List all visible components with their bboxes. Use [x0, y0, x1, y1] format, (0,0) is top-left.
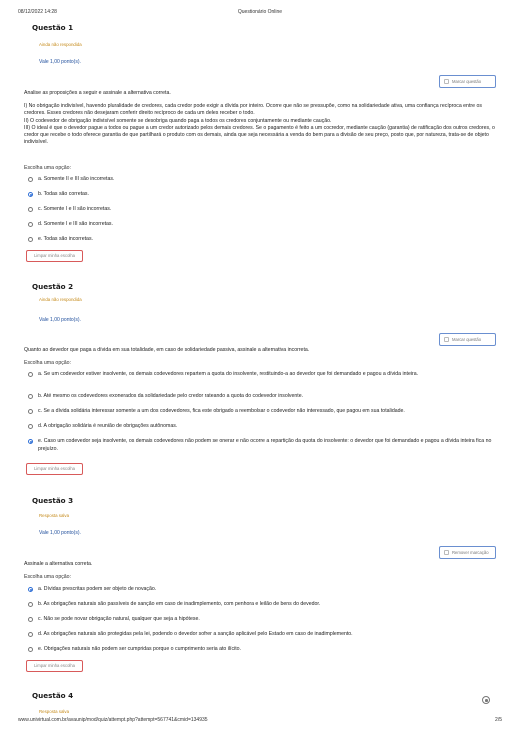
flag-question-label: Remover marcação	[452, 550, 489, 555]
option-label: e. Todas são incorretas.	[38, 236, 93, 242]
option-c[interactable]	[28, 206, 494, 214]
radio-button[interactable]	[28, 409, 33, 414]
radio-button[interactable]	[28, 177, 33, 182]
option-label: d. Somente I e III são incorretas.	[38, 221, 113, 227]
option-label: a. Se um codevedor estiver insolvente, os demais codevedores repartem a quota do insolvente, restituindo-a ao devedor que foi demandado e pagou a dívida inteira.	[38, 371, 419, 377]
radio-button[interactable]	[28, 617, 33, 622]
question-title: Questão 4	[32, 691, 74, 700]
option-c[interactable]	[28, 616, 494, 624]
question-text-line: II) O codevedor de obrigação indivisível somente se desobriga quando paga a todos os credores conjuntamente ou mediante caução.	[24, 117, 332, 124]
question-1	[24, 20, 496, 265]
radio-button[interactable]	[28, 647, 33, 652]
scroll-top-icon[interactable]	[482, 696, 490, 704]
question-status: Resposta salva	[39, 513, 70, 518]
unflag-question-button[interactable]	[439, 546, 496, 559]
radio-button[interactable]	[28, 394, 33, 399]
question-points: Vale 1,00 ponto(s).	[39, 317, 81, 323]
question-3	[24, 493, 496, 678]
radio-button[interactable]	[28, 372, 33, 377]
radio-button[interactable]	[28, 632, 33, 637]
radio-button[interactable]	[28, 237, 33, 242]
radio-button[interactable]	[28, 424, 33, 429]
flag-question-button[interactable]	[439, 75, 496, 88]
option-e[interactable]	[28, 236, 494, 244]
question-text-line: I) No obrigação indivisível, havendo pluralidade de credores, cada credor pode exigir a dívida por inteiro. Ocorre que não se pressupõe, como na solidariedade ativa, uma confiança recíproca entre os credores. Esses credores não desejaram conferir direito recíproco de cada um deles receber o todo.	[24, 103, 482, 117]
question-status: Resposta salva	[39, 709, 70, 714]
option-a[interactable]	[28, 176, 494, 184]
option-label: e. Caso um codevedor seja insolvente, os demais codevedores não podem se onerar e não ocorre a repartição da quota do insolvente: o devedor que foi demandado e pagou a dívida inteira fica no prejuízo.	[38, 438, 492, 452]
clear-choice-button[interactable]: Limpar minha escolha	[26, 660, 83, 672]
option-a[interactable]	[28, 371, 494, 379]
question-title: Questão 2	[32, 282, 74, 291]
question-points: Vale 1,00 ponto(s).	[39, 59, 81, 65]
option-d[interactable]	[28, 221, 494, 229]
print-page-number: 2/5	[495, 717, 502, 723]
flag-icon	[444, 79, 449, 84]
flag-question-label: Marcar questão	[452, 79, 482, 84]
option-b[interactable]	[28, 191, 494, 199]
option-b[interactable]	[28, 601, 494, 609]
option-label: a. Dívidas prescritas podem ser objeto de novação.	[38, 586, 157, 592]
option-label: d. A obrigação solidária é reunião de obrigações autônomas.	[38, 423, 178, 429]
radio-button-selected[interactable]	[28, 439, 33, 444]
flag-icon	[444, 550, 449, 555]
print-url: www.univirtual.com.br/avaunip/mod/quiz/attempt.php?attempt=567741&cmid=134935	[18, 717, 208, 723]
flag-question-label: Marcar questão	[452, 337, 482, 342]
option-d[interactable]	[28, 423, 494, 431]
question-title: Questão 1	[32, 23, 74, 32]
question-text-line: Quanto ao devedor que paga a dívida em sua totalidade, em caso de solidariedade passiva, assinale a alternativa incorreta.	[24, 347, 310, 353]
question-4	[24, 688, 496, 718]
option-label: a. Somente II e III são incorretas.	[38, 176, 115, 182]
choose-label: Escolha uma opção:	[24, 165, 72, 171]
clear-choice-button[interactable]: Limpar minha escolha	[26, 250, 83, 262]
print-footer	[18, 717, 502, 725]
option-label: e. Obrigações naturais não podem ser cumpridas porque o cumprimento seria ato ilícito.	[38, 646, 241, 652]
radio-button[interactable]	[28, 602, 33, 607]
flag-question-button[interactable]	[439, 333, 496, 346]
print-header	[18, 9, 502, 17]
question-2	[24, 279, 496, 479]
question-status: Ainda não respondida	[39, 297, 82, 302]
option-label: b. As obrigações naturais são passíveis de sanção em caso de inadimplemento, com penhora e leilão de bens do devedor.	[38, 601, 321, 607]
option-e[interactable]	[28, 646, 494, 654]
choose-label: Escolha uma opção:	[24, 360, 72, 366]
option-e[interactable]	[28, 438, 494, 453]
option-d[interactable]	[28, 631, 494, 639]
option-label: b. Até mesmo os codevedores exonerados da solidariedade pelo credor rateando a quota do codevedor insolvente.	[38, 393, 304, 399]
option-c[interactable]	[28, 408, 494, 416]
question-text	[24, 90, 496, 146]
radio-button[interactable]	[28, 207, 33, 212]
question-points: Vale 1,00 ponto(s).	[39, 530, 81, 536]
radio-button-selected[interactable]	[28, 587, 33, 592]
question-status: Ainda não respondida	[39, 42, 82, 47]
option-label: c. Se a dívida solidária interessar somente a um dos codevedores, fica este obrigado a reembolsar o codevedor não interessado, que pagou em sua totalidade.	[38, 408, 405, 414]
question-text	[24, 347, 496, 354]
radio-button-selected[interactable]	[28, 192, 33, 197]
question-text	[24, 561, 496, 568]
option-label: c. Somente I e II são incorretas.	[38, 206, 112, 212]
question-text-line: Assinale a alternativa correta.	[24, 561, 93, 567]
question-text-line: III) O ideal é que o devedor pague a todos ou pague a um credor autorizado pelos demais credores. Se o pagamento é feito a um cocredor, mediante caução (garantia) de ratificação dos outros credores, o credor que recebe o todo oferece garantia de que partilhará o produto com os demais, ainda que seja necessária a venda do bem para a divisão de seu preço, posto que, por natureza, trata-se de objeto indivisível.	[24, 124, 495, 146]
clear-choice-button[interactable]: Limpar minha escolha	[26, 463, 83, 475]
flag-icon	[444, 337, 449, 342]
question-text-line: Analise as proposições a seguir e assinale a alternativa correta.	[24, 90, 171, 96]
option-a[interactable]	[28, 586, 494, 594]
option-label: b. Todas são corretas.	[38, 191, 89, 197]
choose-label: Escolha uma opção:	[24, 574, 72, 580]
print-date: 08/12/2022 14:28	[18, 9, 57, 15]
radio-button[interactable]	[28, 222, 33, 227]
question-title: Questão 3	[32, 496, 74, 505]
option-label: d. As obrigações naturais são protegidas pela lei, podendo o devedor sofrer a sanção aplicável pelo Estado em caso de inadimplemento.	[38, 631, 353, 637]
option-b[interactable]	[28, 393, 494, 401]
print-title: Questionário Online	[237, 9, 283, 15]
option-label: c. Não se pode novar obrigação natural, qualquer que seja a hipótese.	[38, 616, 200, 622]
